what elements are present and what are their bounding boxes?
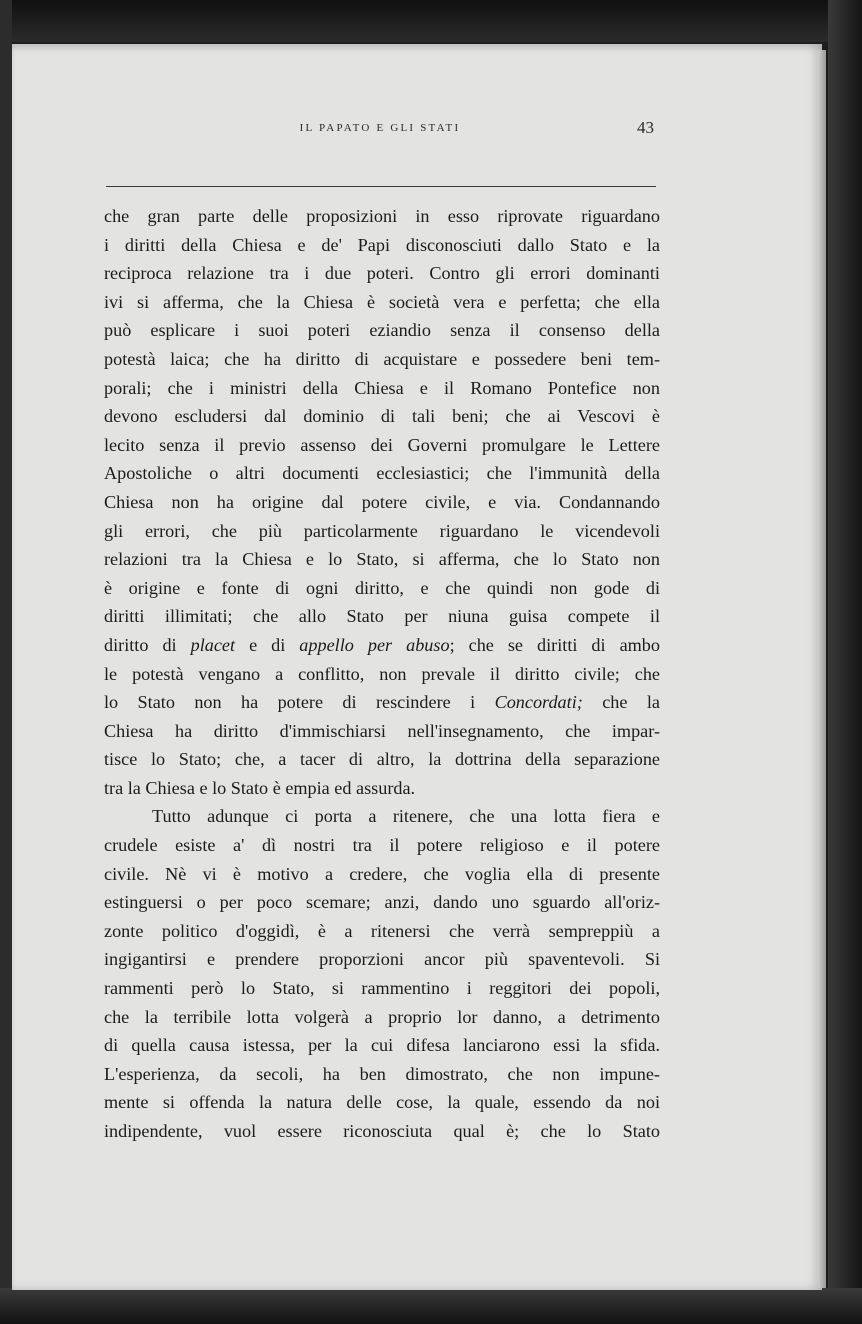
text-line: le potestà vengano a conflitto, non prevale il diritto civile; che: [104, 663, 660, 684]
text-line: zonte politico d'oggidì, è a ritenersi che verrà sempreppiù a: [104, 920, 660, 941]
text-line: potestà laica; che ha diritto di acquistare e possedere beni tem-: [104, 348, 660, 369]
text-line: civile. Nè vi è motivo a credere, che voglia ella di presente: [104, 863, 660, 884]
scanner-left-border: [0, 0, 12, 1324]
scanner-top-border: [0, 0, 862, 42]
text-line-with-italics: [104, 688, 660, 717]
page-number: 43: [637, 118, 654, 137]
text-line: gli errori, che più particolarmente riguardano le vicendevoli: [104, 520, 660, 541]
text-line: tisce lo Stato; che, a tacer di altro, la dottrina della separazione: [104, 749, 660, 770]
text-line: estinguersi o per poco scemare; anzi, dando uno sguardo all'oriz-: [104, 892, 660, 913]
text-line: indipendente, vuol essere riconosciuta qual è; che lo Stato: [104, 1121, 660, 1141]
text-line: crudele esiste a' dì nostri tra il potere religioso e il potere: [104, 835, 660, 856]
text-line: lecito senza il previo assenso dei Governi promulgare le Lettere: [104, 434, 660, 455]
italic-term-appello: appello per abuso: [299, 634, 450, 655]
text-line: ingigantirsi e prendere proporzioni ancor più spaventevoli. Si: [104, 949, 660, 970]
text-line: tra la Chiesa e lo Stato è empia ed assurda.: [104, 777, 416, 798]
text-line-with-italics: [104, 631, 660, 660]
text-line: L'esperienza, da secoli, ha ben dimostrato, che non impune-: [104, 1063, 660, 1084]
text-line: devono escludersi dal dominio di tali beni; che ai Vescovi è: [104, 406, 660, 427]
text-line: porali; che i ministri della Chiesa e il Romano Pontefice non: [104, 377, 660, 398]
text-run: ; che se diritti di ambo: [449, 634, 660, 655]
text-line: reciproca relazione tra i due poteri. Contro gli errori dominanti: [104, 263, 660, 284]
text-line: relazioni tra la Chiesa e lo Stato, si afferma, che lo Stato non: [104, 549, 660, 570]
text-run: che la: [582, 692, 660, 713]
scanner-bottom-border: [0, 1288, 862, 1324]
page-edge-shadow: [818, 50, 826, 1288]
text-run: diritto di: [104, 634, 191, 655]
text-run: lo Stato non ha potere di rescindere i: [104, 692, 495, 713]
text-line: Apostoliche o altri documenti ecclesiastici; che l'immunità della: [104, 463, 660, 484]
text-line: i diritti della Chiesa e de' Papi disconosciuti dallo Stato e la: [104, 234, 660, 255]
running-head: IL PAPATO E GLI STATI: [299, 122, 461, 134]
text-line: mente si offenda la natura delle cose, la quale, essendo da noi: [104, 1092, 660, 1113]
text-line: diritti illimitati; che allo Stato per niuna guisa compete il: [104, 606, 660, 627]
italic-term-placet: placet: [190, 634, 236, 655]
text-line: può esplicare i suoi poteri eziandio senza il consenso della: [104, 320, 660, 341]
text-line: Chiesa ha diritto d'immischiarsi nell'insegnamento, che impar-: [104, 720, 660, 741]
header-rule: [106, 186, 656, 187]
text-line: che la terribile lotta volgerà a proprio lor danno, a detrimento: [104, 1006, 660, 1027]
text-line: è origine e fonte di ogni diritto, e che quindi non gode di: [104, 577, 660, 598]
paragraph-2: [104, 802, 660, 1145]
text-line: rammenti però lo Stato, si rammentino i reggitori dei popoli,: [104, 978, 660, 999]
body-text: [104, 202, 660, 1146]
text-line: di quella causa istessa, per la cui difesa lanciarono essi la sfida.: [104, 1035, 660, 1056]
text-line: ivi si afferma, che la Chiesa è società vera e perfetta; che ella: [104, 291, 660, 312]
scanner-right-border: [828, 0, 862, 1324]
paragraph-1: [104, 202, 660, 802]
page-header: [104, 118, 656, 142]
italic-term-concordati: Concordati;: [494, 692, 583, 713]
text-line: Chiesa non ha origine dal potere civile, e via. Condannando: [104, 491, 660, 512]
text-line: Tutto adunque ci porta a ritenere, che una lotta fiera e: [152, 806, 660, 827]
text-run: e di: [235, 634, 300, 655]
text-line: che gran parte delle proposizioni in esso riprovate riguardano: [104, 206, 660, 226]
